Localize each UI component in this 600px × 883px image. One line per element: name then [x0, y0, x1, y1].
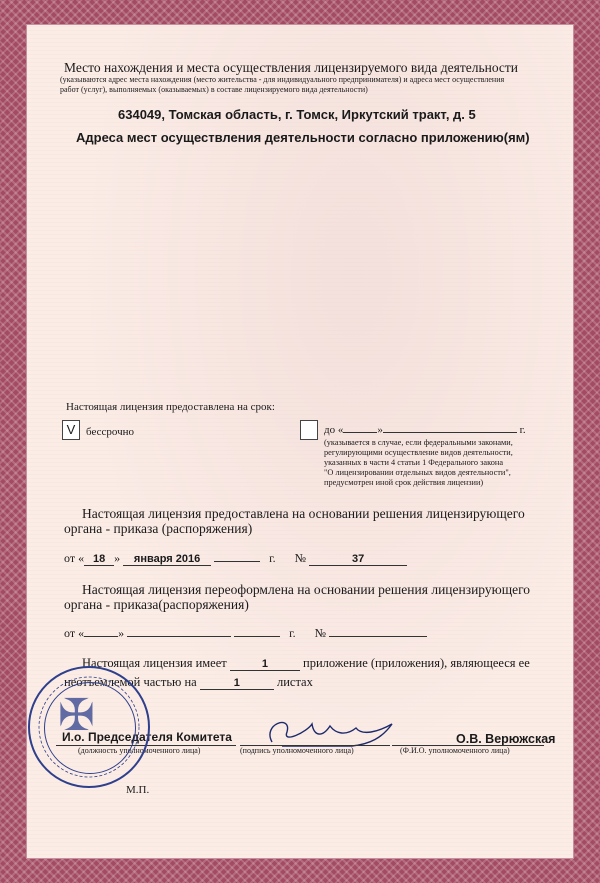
reissue-extra-line	[234, 636, 280, 637]
header-note-2: работ (услуг), выполняемых (оказываемых) в составе лицензируемого вида деятельности)	[60, 85, 368, 94]
until-day-line	[343, 432, 377, 433]
reissue-day-line	[84, 636, 118, 637]
unlimited-checkbox[interactable]: V	[62, 420, 80, 440]
until-prefix: до «	[324, 424, 344, 436]
address: 634049, Томская область, г. Томск, Иркутский тракт, д. 5	[118, 107, 476, 122]
until-date-row	[324, 424, 526, 436]
until-note-1: (указывается в случае, если федеральными законами,	[324, 438, 513, 447]
basis-from: от «	[64, 551, 85, 565]
basis-month-year: января 2016	[123, 553, 211, 566]
appendix-text-2b: листах	[276, 675, 313, 689]
appendix-text-1a: Настоящая лицензия имеет	[82, 656, 227, 670]
appendix-text-2a: неотъемлемой частью на	[64, 675, 197, 689]
header-note-1: (указываются адрес места нахождения (место жительства - для индивидуального предпринимателя) и адреса мест осуществления	[60, 75, 505, 84]
appendix-sheets: 1	[200, 677, 274, 690]
header-title: Место нахождения и места осуществления лицензируемого вида деятельности	[64, 60, 519, 75]
signature-note: (подпись уполномоченного лица)	[240, 746, 354, 755]
signatory-name: О.В. Верюжская	[456, 732, 556, 746]
reissue-num-sign: №	[314, 626, 327, 640]
until-note	[324, 438, 540, 488]
basis-line-2: органа - приказа (распоряжения)	[64, 521, 253, 536]
places-note: Адреса мест осуществления деятельности согласно приложению(ям)	[76, 130, 530, 145]
official-seal	[28, 666, 150, 788]
until-month-line	[383, 432, 517, 433]
until-note-2: регулирующими осуществление видов деятельности,	[324, 448, 513, 457]
until-note-3: указанных в части 4 статьи 1 Федерального закона	[324, 458, 503, 467]
basis-extra-line	[214, 561, 260, 562]
appendix-row-1	[82, 656, 530, 671]
reissue-from: от «	[64, 626, 85, 640]
until-mid: »	[377, 424, 383, 436]
reissue-g: г.	[289, 626, 296, 640]
basis-num-sign: №	[294, 551, 307, 565]
name-note: (Ф.И.О. уполномоченного лица)	[400, 746, 510, 755]
until-suffix: г.	[519, 424, 526, 436]
appendix-count: 1	[230, 658, 300, 671]
reissue-close-quote: »	[118, 626, 125, 640]
until-note-5: предусмотрен иной срок действия лицензии)	[324, 478, 484, 487]
signatory-position: И.о. Председателя Комитета	[62, 730, 232, 744]
coat-of-arms-icon: ✠	[58, 691, 95, 740]
basis-close-quote: »	[114, 551, 121, 565]
term-label: Настоящая лицензия предоставлена на срок:	[66, 401, 275, 413]
basis-day: 18	[84, 553, 114, 566]
until-checkbox[interactable]	[300, 420, 318, 440]
mp-label: М.П.	[126, 784, 150, 796]
reissue-line-1: Настоящая лицензия переоформлена на основании решения лицензирующего	[82, 582, 531, 597]
reissue-number-line	[329, 636, 427, 637]
position-note: (должность уполномоченного лица)	[78, 746, 201, 755]
basis-number: 37	[309, 553, 407, 566]
reissue-line-2: органа - приказа(распоряжения)	[64, 597, 249, 612]
until-note-4: "О лицензировании отдельных видов деятельности",	[324, 468, 511, 477]
basis-line-1: Настоящая лицензия предоставлена на основании решения лицензирующего	[82, 506, 525, 521]
basis-date-row	[64, 551, 407, 566]
reissue-date-row	[64, 626, 427, 641]
unlimited-label: бессрочно	[86, 426, 135, 438]
basis-g: г.	[269, 551, 276, 565]
appendix-text-1b: приложение (приложения), являющееся ее	[303, 656, 530, 670]
reissue-month-line	[127, 636, 231, 637]
